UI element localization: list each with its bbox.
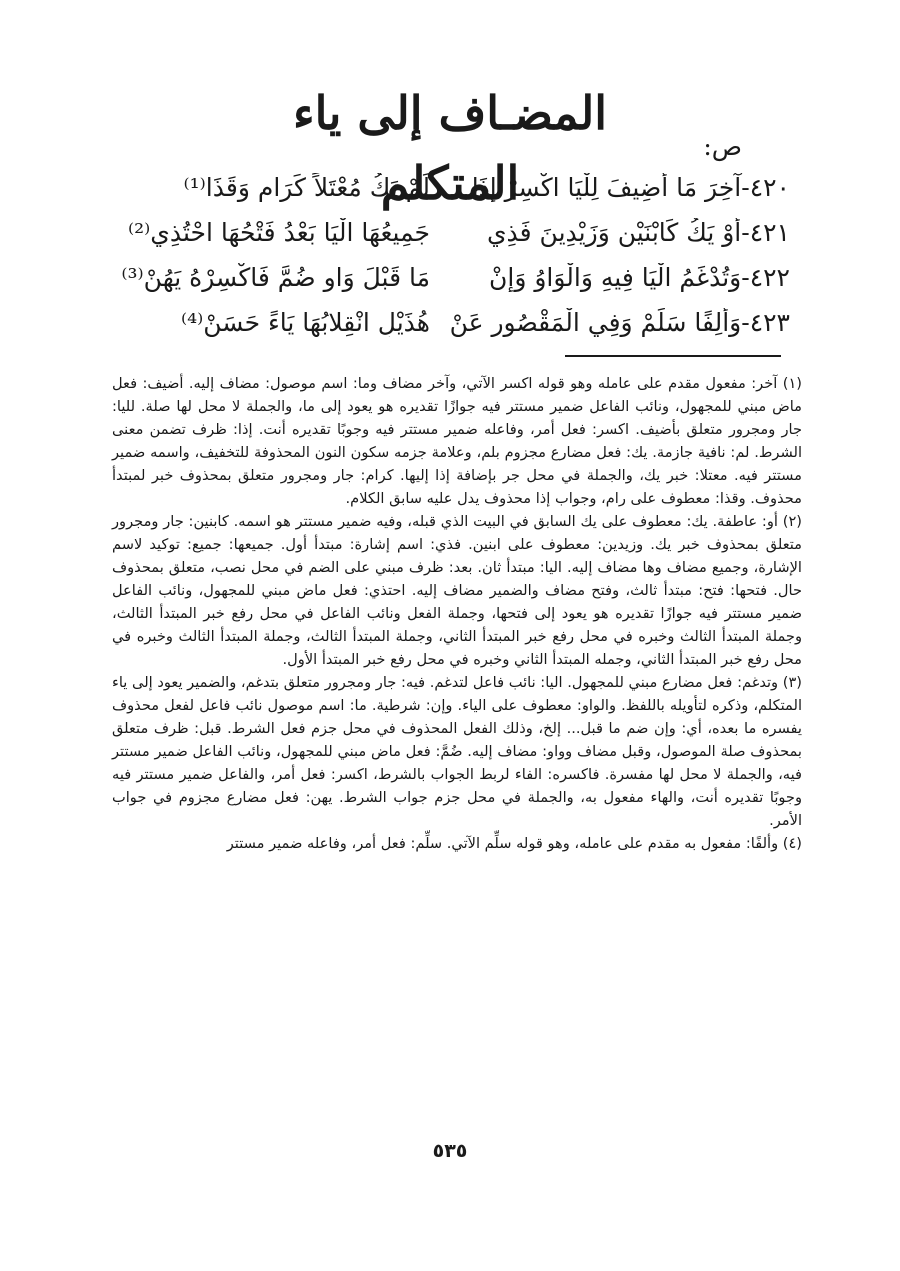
footnote: (٢) أو: عاطفة. يك: معطوف على يك السابق في البيت الذي قبله، وفيه ضمير مستتر هو اسمه. كابنين: جار ومجرور متعلق بمحذوف خبر يك. وزيدين: معطوف على ابنين. فذي: اسم إشارة: مبتدأ أول. جميعها: جميع: توكيد لاسم الإشارة، وجميع مضاف وها مضاف إليه. اليا: مبتدأ ثان. بعد: ظرف مبني على الضم في محل نصب، متعلق بمحذوف حال. فتحها: فتح: مبتدأ ثالث، وفتح مضاف والضمير مضاف إليه. احتذي: فعل ماض مبني للمجهول، ونائب الفاعل ضمير مستتر فيه جوازًا تقديره هو يعود إلى فتحها، وجملة الفعل ونائب الفاعل في محل رفع خبر المبتدأ الثالث، وجملة المبتدأ الثالث وخبره في محل رفع خبر المبتدأ الثاني، وجملة المبتدأ الثالث، وجملة المبتدأ الثالث وخبره في محل رفع خبر المبتدأ الثاني، وجمله المبتدأ الثاني وخبره في محل رفع خبر المبتدأ الأول. xyxy=(112,513,802,668)
footnote: (٤) وألفًا: مفعول به مقدم على عامله، وهو قوله سلِّم الآتي. سلِّم: فعل أمر، وفاعله ضمير مستتر xyxy=(226,835,802,852)
verse-first-hemistich: ٤٢٢-وَتُدْغَمُ الْيَا فِيهِ وَالْوَاوُ وَإِنْ xyxy=(489,263,790,292)
verse-first-hemistich: ٤٢١-أَوْ يَكُ كَابْنَيْنِ وَزَيْدِينَ فَذِي xyxy=(486,218,790,247)
verse-line xyxy=(110,165,790,210)
footnotes xyxy=(112,372,802,855)
verse-second-hemistich: جَمِيعُهَا الْيَا بَعْدُ فَتْحُهَا احْتُذِي⁽²⁾ xyxy=(127,218,430,247)
verse-second-hemistich: مَا قَبْلَ وَاوٍ ضُمَّ فَاكْسِرْهُ يَهُنْ⁽³⁾ xyxy=(121,263,430,292)
verse-line xyxy=(110,255,790,300)
verse-label: ص: xyxy=(703,132,742,161)
verse-first-hemistich: ٤٢٠-آخِرَ مَا أُضِيفَ لِلْيَا اكْسِرْ إِذَا xyxy=(471,173,790,202)
verse-line xyxy=(110,210,790,255)
page-title: المضـاف إلى ياء المتكلم xyxy=(292,86,608,210)
footnote-divider xyxy=(565,355,781,357)
page-number: ٥٣٥ xyxy=(432,1140,468,1162)
footnote: (٣) وتدغم: فعل مضارع مبني للمجهول. اليا: نائب فاعل لتدغم. فيه: جار ومجرور متعلق بتدغم، والضمير يعود إلى ياء المتكلم، وذكره لتأويله باللفظ. والواو: معطوف على الياء. وإن: شرطية. ما: اسم موصول نائب فاعل لفعل محذوف يفسره ما بعده، أي: وإن ضم ما قبل... إلخ، وذلك الفعل المحذوف في محل جزم فعل الشرط. قبل: ظرف متعلق بمحذوف صلة الموصول، وقبل مضاف وواو: مضاف إليه. ضُمَّ: فعل ماض مبني للمجهول، ونائب الفاعل ضمير مستتر فيه، والجملة لا محل لها مفسرة. فاكسره: الفاء لربط الجواب بالشرط، اكسر: فعل أمر، والفاعل ضمير مستتر فيه وجوبًا تقديره أنت، والهاء مفعول به، والجملة في محل جزم جواب الشرط. يهن: فعل مضارع مجزوم في جواب الأمر. xyxy=(112,674,802,829)
verse-block xyxy=(110,165,790,345)
verse-line xyxy=(110,300,790,345)
verse-first-hemistich: ٤٢٣-وَأَلِفًا سَلِّمْ وَفِي الْمَقْصُورِ عَنْ xyxy=(449,308,790,337)
verse-second-hemistich: لَمْ يَكُ مُعْتَلاً كَرَامٍ وَقَذَا⁽¹⁾ xyxy=(183,173,430,202)
footnote: (١) آخر: مفعول مقدم على عامله وهو قوله اكسر الآتي، وآخر مضاف وما: اسم موصول: مضاف إليه. أضيف: فعل ماض مبني للمجهول، ونائب الفاعل ضمير مستتر فيه جوازًا تقديره هو يعود إلى ما، والجملة لا محل لها صلة. لليا: جار ومجرور متعلق بأضيف. اكسر: فعل أمر، وفاعله ضمير مستتر فيه وجوبًا تقديره أنت. إذا: ظرف تضمن معنى الشرط. لم: نافية جازمة. يك: فعل مضارع مجزوم بلم، وعلامة جزمه سكون النون المحذوفة للتخفيف، واسمه ضمير مستتر فيه. معتلا: خبر يك، والجملة في محل جر بإضافة إذا إليها. كرام: جار ومجرور متعلق بمحذوف خبر لمبتدأ محذوف. وقذا: معطوف على رام، وجواب إذا محذوف يدل عليه سابق الكلام. xyxy=(112,375,802,507)
verse-second-hemistich: هُذَيْلٍ انْقِلابُهَا يَاءً حَسَنْ⁽⁴⁾ xyxy=(180,308,430,337)
